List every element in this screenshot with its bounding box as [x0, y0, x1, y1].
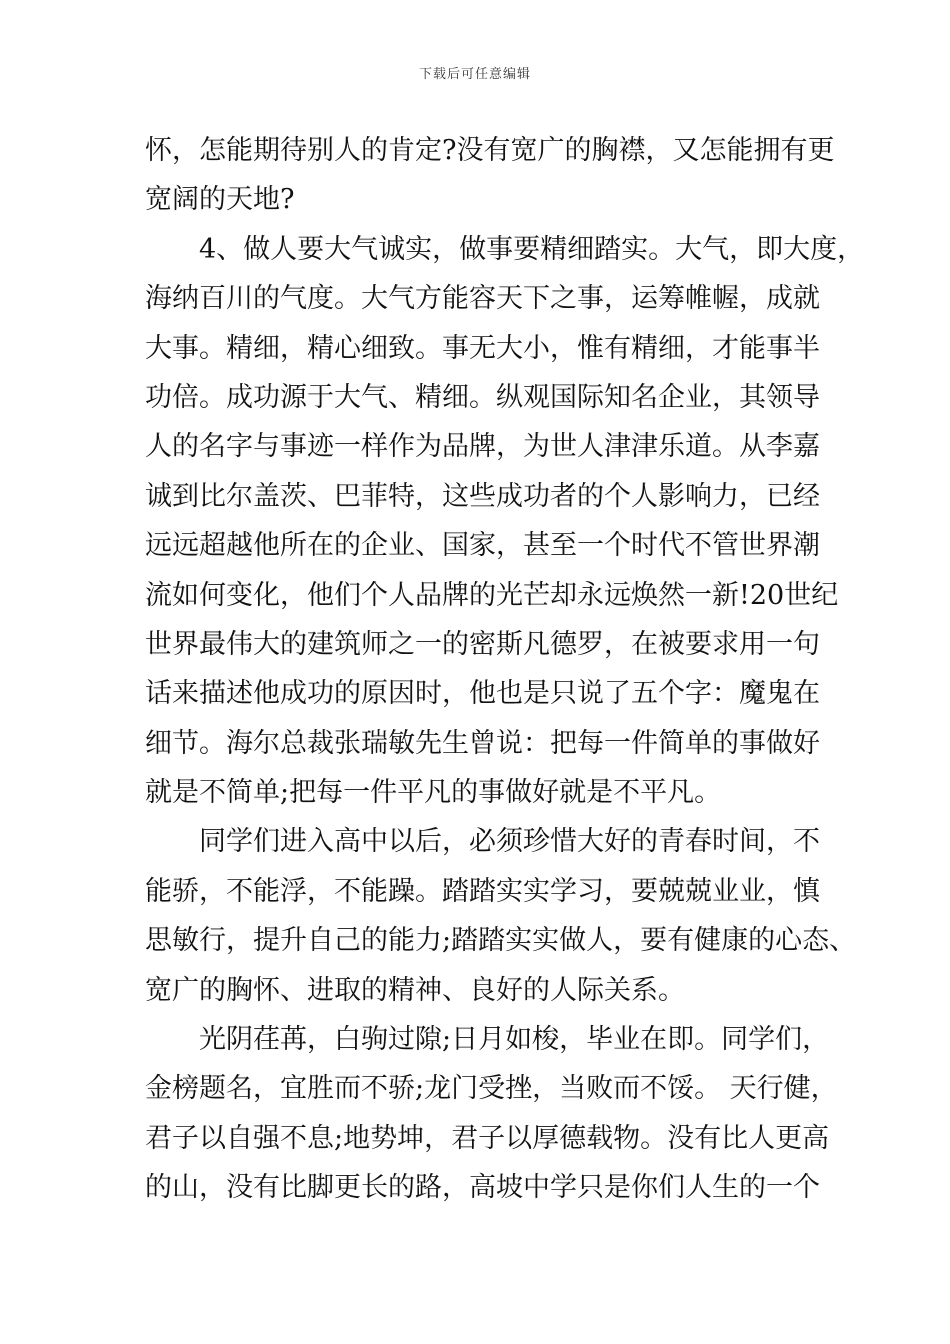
- text-line: 海纳百川的气度。大气方能容天下之事，运筹帷幄，成就: [145, 283, 820, 315]
- text-line: 宽广的胸怀、进取的精神、良好的人际关系。: [145, 974, 685, 1006]
- text-line: 大事。精细，精心细致。事无大小，惟有精细，才能事半: [145, 332, 820, 364]
- text-line: 诚到比尔盖茨、巴菲特，这些成功者的个人影响力，已经: [145, 480, 820, 512]
- text-line: 思敏行，提升自己的能力;踏踏实实做人，要有健康的心态、: [145, 925, 857, 957]
- text-line: 就是不简单;把每一件平凡的事做好就是不平凡。: [145, 777, 722, 809]
- text-line: 功倍。成功源于大气、精细。纵观国际知名企业，其领导: [145, 381, 820, 413]
- text-line: 怀，怎能期待别人的肯定?没有宽广的胸襟，又怎能拥有更: [145, 135, 835, 166]
- text-line: 世界最伟大的建筑师之一的密斯凡德罗，在被要求用一句: [145, 628, 820, 660]
- text-line: 细节。海尔总裁张瑞敏先生曾说：把每一件简单的事做好: [145, 727, 820, 759]
- text-line: 光阴荏苒，白驹过隙;日月如梭，毕业在即。同学们，: [199, 1024, 830, 1056]
- text-line: 的山，没有比脚更长的路，高坡中学只是你们人生的一个: [145, 1172, 820, 1204]
- text-line: 话来描述他成功的原因时，他也是只说了五个字：魔鬼在: [145, 678, 820, 710]
- text-line: 4、做人要大气诚实，做事要精细踏实。大气，即大度，: [199, 233, 865, 265]
- text-line: 能骄，不能浮，不能躁。踏踏实实学习，要兢兢业业，慎: [145, 875, 820, 907]
- text-line: 金榜题名，宜胜而不骄;龙门受挫，当败而不馁。 天行健，: [145, 1073, 838, 1105]
- text-line: 宽阔的天地?: [145, 184, 295, 216]
- text-line: 远远超越他所在的企业、国家，甚至一个时代不管世界潮: [145, 530, 820, 562]
- page-header: 下载后可任意编辑: [418, 67, 531, 82]
- text-line: 君子以自强不息;地势坤，君子以厚德载物。没有比人更高: [145, 1122, 830, 1154]
- text-line: 同学们进入高中以后，必须珍惜大好的青春时间，不: [199, 826, 820, 858]
- text-line: 流如何变化，他们个人品牌的光芒却永远焕然一新!20世纪: [145, 579, 839, 611]
- document-body: [145, 126, 865, 1213]
- text-line: 人的名字与事迹一样作为品牌，为世人津津乐道。从李嘉: [145, 431, 820, 463]
